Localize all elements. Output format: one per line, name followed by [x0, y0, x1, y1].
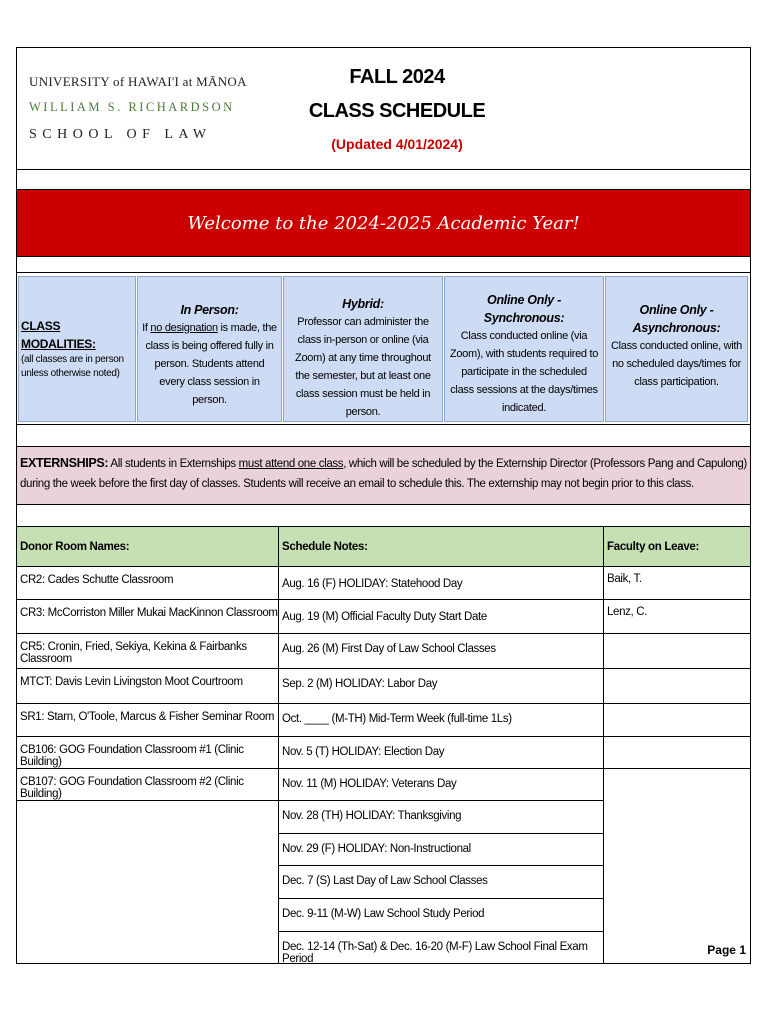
externships-emphasis: must attend one class: [238, 458, 344, 470]
schedule-note-cell: Aug. 19 (M) Official Faculty Duty Start Date: [279, 600, 603, 634]
in-person-heading: In Person:: [180, 303, 239, 317]
modalities-label-box: [18, 276, 136, 422]
welcome-banner: Welcome to the 2024-2025 Academic Year!: [17, 190, 750, 257]
schedule-note-cell: Sep. 2 (M) HOLIDAY: Labor Day: [279, 669, 603, 704]
schedule-note-cell: Nov. 28 (TH) HOLIDAY: Thanksgiving: [279, 801, 603, 834]
class-modalities: [17, 273, 750, 425]
schedule-note-cell: Nov. 29 (F) HOLIDAY: Non-Instructional: [279, 834, 603, 866]
room-name-cell: CB107: GOG Foundation Classroom #2 (Clinic Building): [17, 769, 278, 801]
schedule-note-cell: Aug. 16 (F) HOLIDAY: Statehood Day: [279, 567, 603, 600]
hybrid-text: Professor can administer the class in-person or online (via Zoom) at any time throughout the semester, but at least one class session must be held in person.: [295, 316, 431, 418]
online-async-heading: Online Only - Asynchronous:: [632, 303, 721, 335]
faculty-leave-cell: Lenz, C.: [604, 600, 750, 634]
header-schedule-notes: Schedule Notes:: [279, 527, 603, 567]
logo-university: UNIVERSITY of HAWAI'I at MĀNOA: [29, 74, 247, 89]
faculty-leave-cell: [604, 704, 750, 737]
schedule-note-cell: Dec. 12-14 (Th-Sat) & Dec. 16-20 (M-F) Law School Final Exam Period: [282, 941, 588, 965]
document-header: [17, 48, 750, 170]
schedule-note-cell: Aug. 26 (M) First Day of Law School Classes: [279, 634, 603, 669]
spacer-row: [17, 505, 750, 527]
room-name-cell: CR5: Cronin, Fried, Sekiya, Kekina & Fairbanks Classroom: [17, 634, 278, 669]
room-name-cell: CR3: McCorriston Miller Mukai MacKinnon Classroom: [17, 600, 278, 634]
online-async-text: Class conducted online, with no scheduled days/times for class participation.: [610, 340, 742, 388]
modality-in-person: [137, 276, 282, 422]
modalities-note: (all classes are in person unless otherwise noted): [21, 354, 124, 379]
logo-school-of-law: SCHOOL OF LAW: [29, 127, 212, 142]
modality-online-async: [605, 276, 748, 422]
in-person-text: If no designation is made, the class is being offered fully in person. Students attend every class session in person.: [142, 322, 277, 406]
spacer-row: [17, 170, 750, 190]
updated-date: (Updated 4/01/2024): [331, 136, 463, 152]
externships-label: EXTERNSHIPS:: [20, 456, 109, 470]
schedule-sheet: [16, 47, 751, 964]
schedule-note-cell: Oct. ____ (M-TH) Mid-Term Week (full-time 1Ls): [279, 704, 603, 737]
schedule-note-cell: Dec. 9-11 (M-W) Law School Study Period: [279, 899, 603, 932]
modalities-label: CLASS MODALITIES:: [21, 319, 96, 351]
room-name-cell: SR1: Starn, O'Toole, Marcus & Fisher Seminar Room: [17, 704, 278, 737]
online-sync-text: Class conducted online (via Zoom), with students required to participate in the scheduled class sessions at the days/times indicated.: [449, 330, 599, 414]
room-name-cell: CR2: Cades Schutte Classroom: [17, 567, 278, 600]
header-faculty-leave: Faculty on Leave:: [604, 527, 750, 567]
online-sync-heading: Online Only - Synchronous:: [483, 293, 565, 325]
modality-online-sync: [444, 276, 604, 422]
hybrid-heading: Hybrid:: [342, 297, 384, 311]
faculty-leave-cell: [604, 737, 750, 769]
schedule-note-cell: Nov. 5 (T) HOLIDAY: Election Day: [279, 737, 603, 769]
header-donor-rooms: Donor Room Names:: [17, 527, 278, 567]
faculty-leave-cell: [604, 634, 750, 669]
room-name-cell: CB106: GOG Foundation Classroom #1 (Clinic Building): [17, 737, 278, 769]
page-number: Page 1: [707, 943, 746, 957]
schedule-note-cell: Dec. 7 (S) Last Day of Law School Classes: [279, 866, 603, 899]
title-schedule: CLASS SCHEDULE: [308, 100, 486, 122]
externships-notice: EXTERNSHIPS: All students in Externships must attend one class, which will be scheduled by the Externship Director (Professors Pang and Capulong) during the week before the first day of classes. Students will receive an email to schedule this. The externship may not begin prior to this class.: [17, 447, 750, 505]
spacer-row: [17, 425, 750, 447]
faculty-leave-cell: Baik, T.: [604, 567, 750, 600]
faculty-leave-cell: [604, 669, 750, 704]
spacer-row: [17, 257, 750, 273]
schedule-note-cell: Nov. 11 (M) HOLIDAY: Veterans Day: [279, 769, 603, 801]
title-term: FALL 2024: [349, 66, 445, 88]
modality-hybrid: [283, 276, 443, 422]
room-name-cell: MTCT: Davis Levin Livingston Moot Courtroom: [17, 669, 278, 704]
logo-richardson: WILLIAM S. RICHARDSON: [29, 100, 235, 114]
